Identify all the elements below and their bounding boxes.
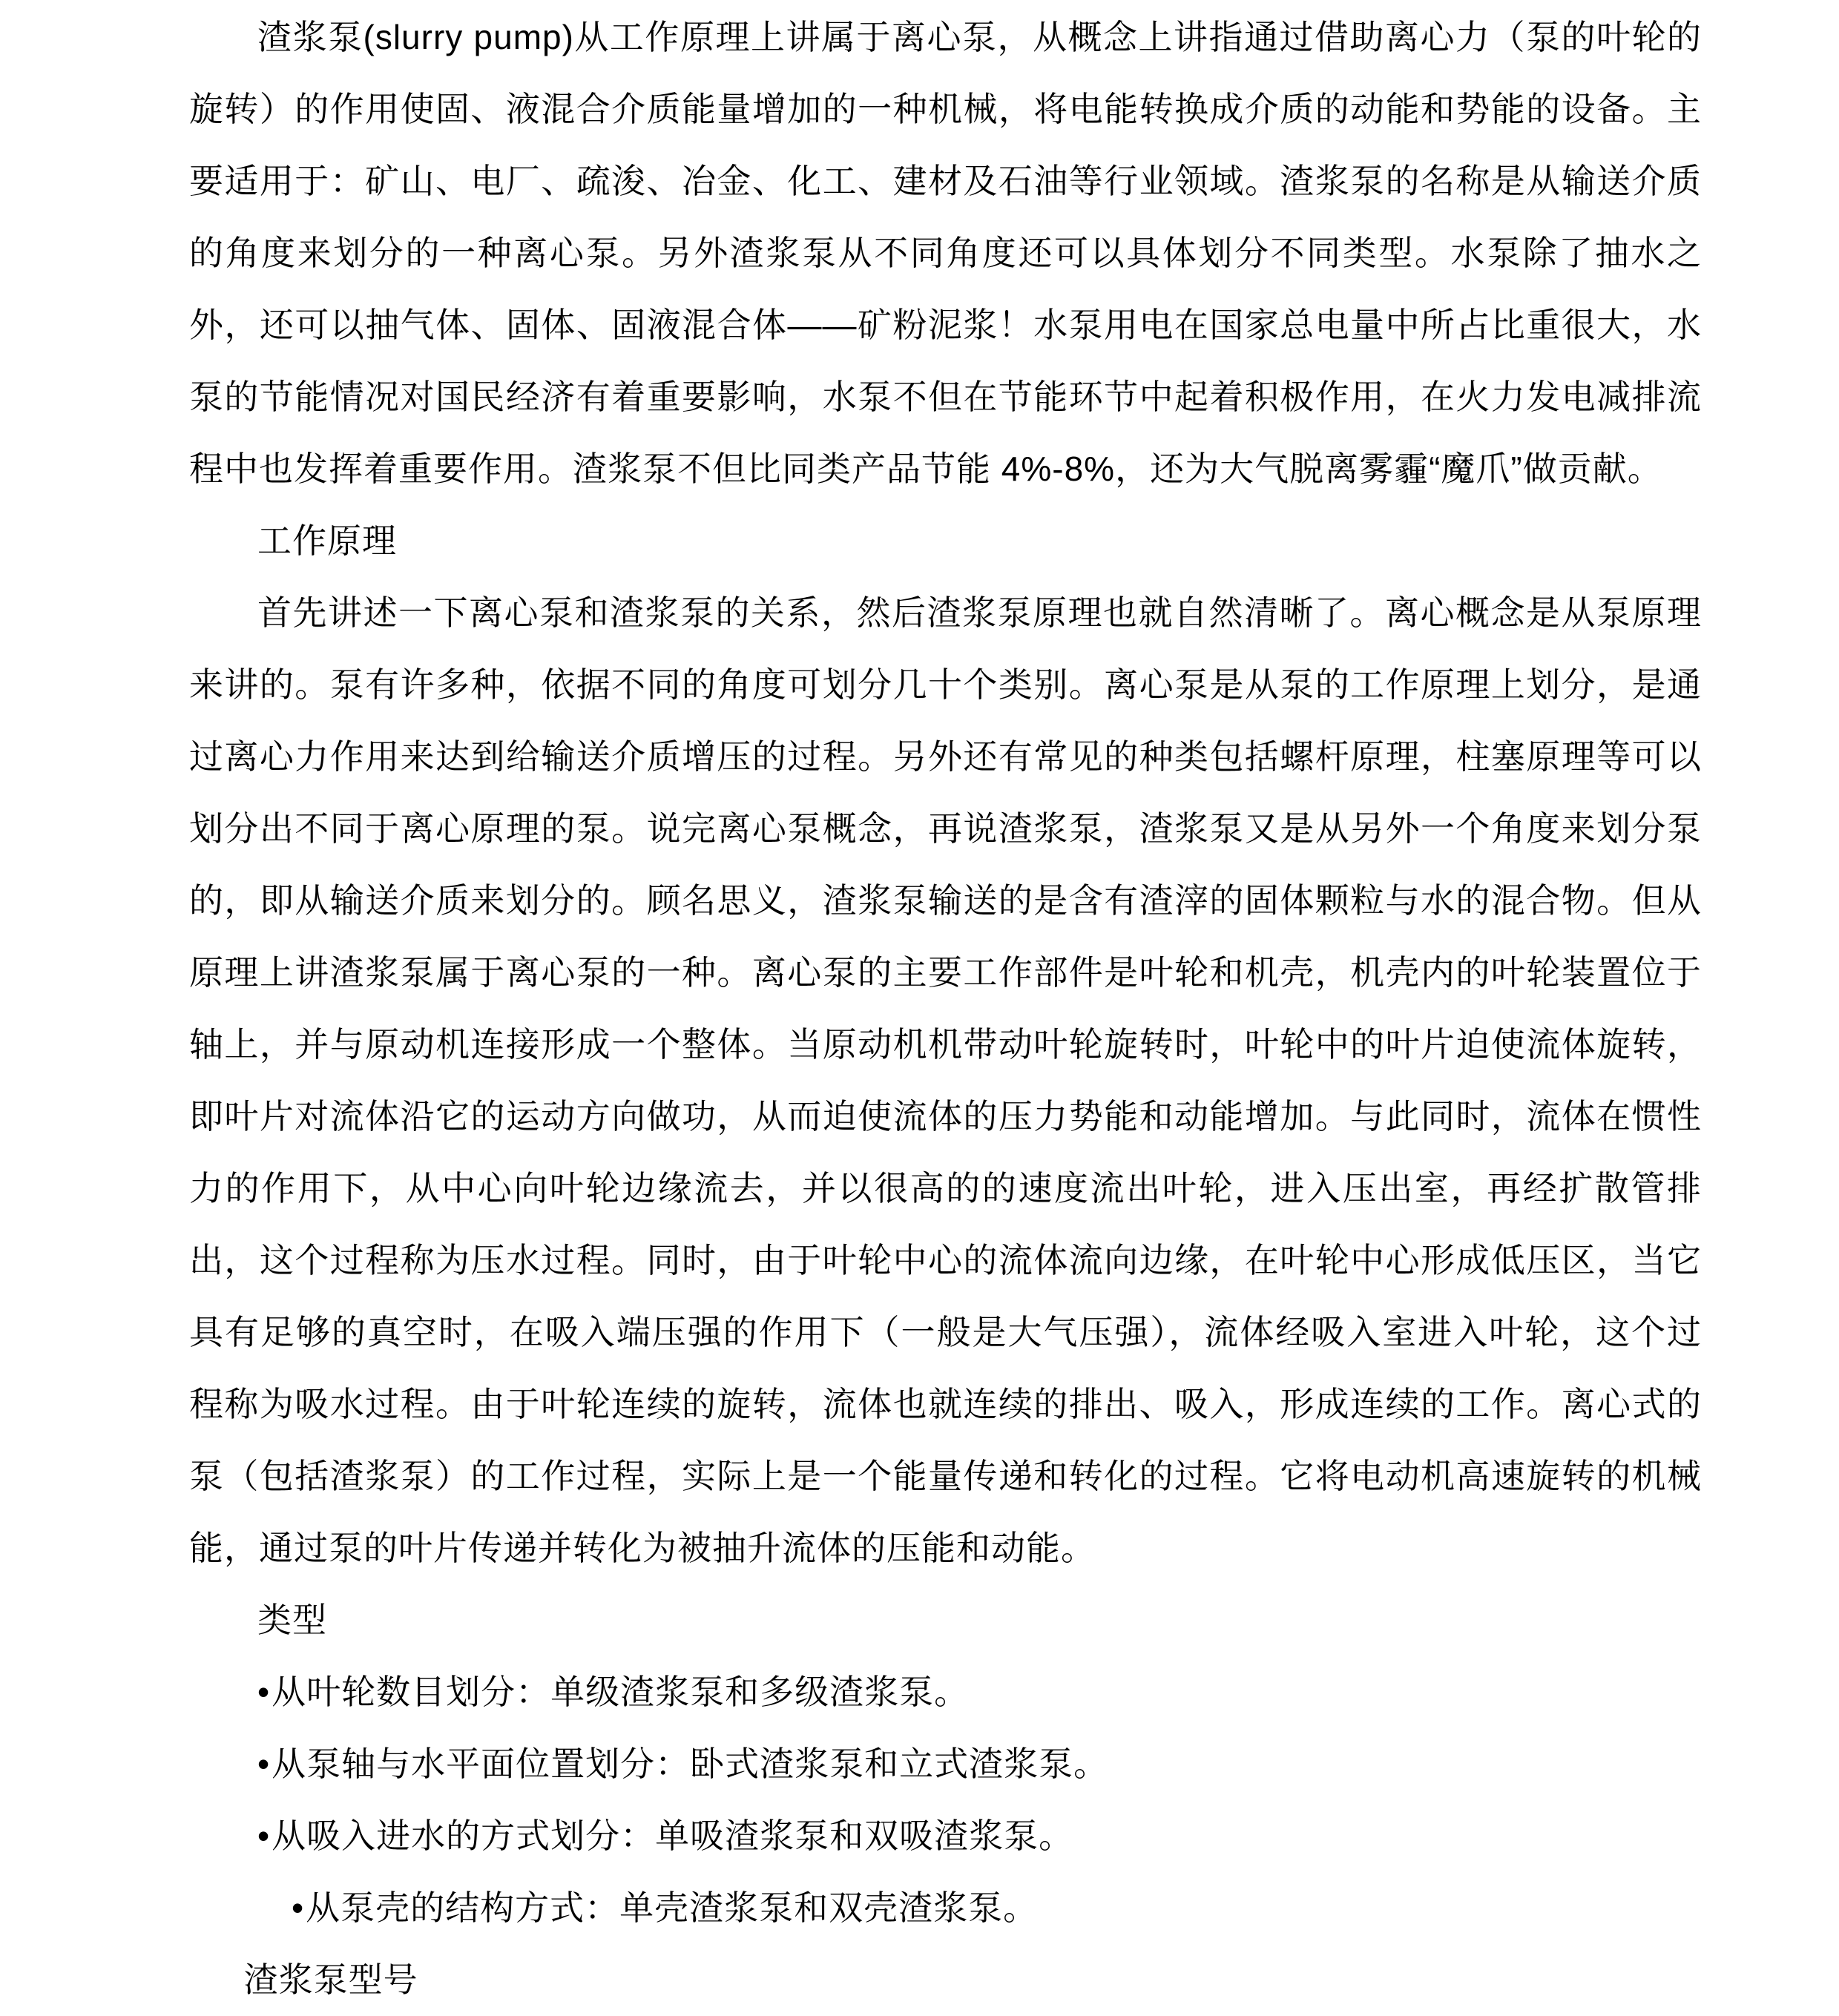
paragraph-intro: 渣浆泵(slurry pump)从工作原理上讲属于离心泵，从概念上讲指通过借助离心力（泵的叶轮的旋转）的作用使固、液混合介质能量增加的一种机械，将电能转换成介质的动能和势能的设备。主要适用于：矿山、电厂、疏浚、冶金、化工、建材及石油等行业领域。渣浆泵的名称是从输送介质的角度来划分的一种离心泵。另外渣浆泵从不同角度还可以具体划分不同类型。水泵除了抽水之外，还可以抽气体、固体、固液混合体——矿粉泥浆！水泵用电在国家总电量中所占比重很大，水泵的节能情况对国民经济有着重要影响，水泵不但在节能环节中起着积极作用，在火力发电减排流程中也发挥着重要作用。渣浆泵不但比同类产品节能 4%-8%，还为大气脱离雾霾“魔爪”做贡献。: [189, 18, 1702, 488]
bullet-item-shaft-orientation: [189, 1728, 1702, 1800]
heading-model: 渣浆泵型号: [243, 1960, 418, 1999]
bullet-dot-icon: •: [257, 1745, 271, 1783]
bullet-item-impeller-count: [189, 1656, 1702, 1728]
bullet-text: 从叶轮数目划分：单级渣浆泵和多级渣浆泵。: [272, 1673, 970, 1711]
bullet-dot-icon: •: [257, 1673, 271, 1711]
bullet-text: 从泵壳的结构方式：单壳渣浆泵和双壳渣浆泵。: [306, 1888, 1039, 1927]
paragraph-working-principle: 首先讲述一下离心泵和渣浆泵的关系，然后渣浆泵原理也就自然清晰了。离心概念是从泵原理来讲的。泵有许多种，依据不同的角度可划分几十个类别。离心泵是从泵的工作原理上划分，是通过离心力作用来达到给输送介质增压的过程。另外还有常见的种类包括螺杆原理，柱塞原理等可以划分出不同于离心原理的泵。说完离心泵概念，再说渣浆泵，渣浆泵又是从另外一个角度来划分泵的，即从输送介质来划分的。顾名思义，渣浆泵输送的是含有渣滓的固体颗粒与水的混合物。但从原理上讲渣浆泵属于离心泵的一种。离心泵的主要工作部件是叶轮和机壳，机壳内的叶轮装置位于轴上，并与原动机连接形成一个整体。当原动机机带动叶轮旋转时，叶轮中的叶片迫使流体旋转，即叶片对流体沿它的运动方向做功，从而迫使流体的压力势能和动能增加。与此同时，流体在惯性力的作用下，从中心向叶轮边缘流去，并以很高的的速度流出叶轮，进入压出室，再经扩散管排出，这个过程称为压水过程。同时，由于叶轮中心的流体流向边缘，在叶轮中心形成低压区，当它具有足够的真空时，在吸入端压强的作用下（一般是大气压强），流体经吸入室进入叶轮，这个过程称为吸水过程。由于叶轮连续的旋转，流体也就连续的排出、吸入，形成连续的工作。离心式的泵（包括渣浆泵）的工作过程，实际上是一个能量传递和转化的过程。它将电动机高速旋转的机械能，通过泵的叶片传递并转化为被抽升流体的压能和动能。: [189, 593, 1702, 1567]
heading-working-principle: 工作原理: [257, 521, 397, 560]
heading-types: 类型: [257, 1601, 327, 1639]
bullet-item-casing-structure: [189, 1872, 1702, 1944]
bullet-dot-icon: •: [292, 1888, 305, 1927]
bullet-text: 从吸入进水的方式划分：单吸渣浆泵和双吸渣浆泵。: [272, 1816, 1074, 1855]
bullet-text: 从泵轴与水平面位置划分：卧式渣浆泵和立式渣浆泵。: [272, 1745, 1109, 1783]
bullet-item-suction-mode: [189, 1800, 1702, 1872]
bullet-dot-icon: •: [257, 1816, 271, 1855]
